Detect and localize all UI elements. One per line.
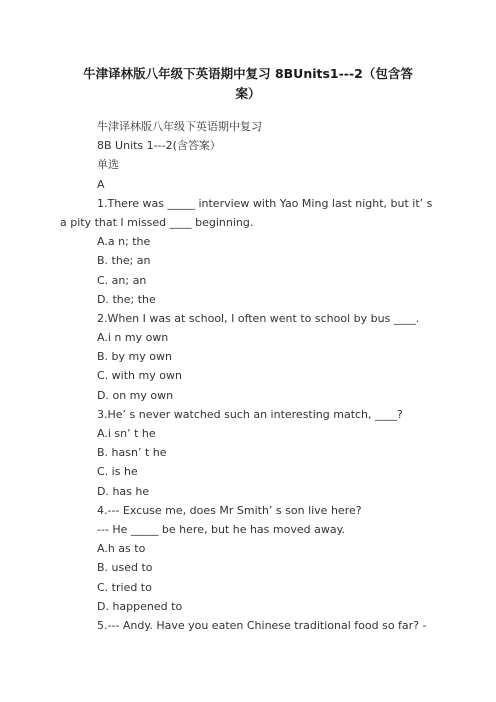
question-4-line-1: 4.--- Excuse me, does Mr Smith’ s son live here? [97,503,362,517]
units-line: 8B Units 1---2(含答案） [97,139,221,153]
option-q1-c: C. an; an [97,273,147,287]
section-heading: 单选 [97,158,119,172]
part-heading: A [97,177,105,191]
question-3: 3.He’ s never watched such an interesting match, ____? [97,407,403,421]
option-q3-b: B. hasn’ t he [97,446,167,460]
document-title [60,64,436,104]
option-q2-c: C. with my own [97,369,182,383]
option-q4-b: B. used to [97,561,153,575]
option-q4-d: D. happened to [97,599,183,613]
question-4-line-2: --- He _____ be here, but he has moved away. [97,522,346,536]
option-q1-a: A.a n; the [97,235,151,249]
option-q4-c: C. tried to [97,580,152,594]
question-2: 2.When I was at school, I often went to school by bus ____. [97,311,420,325]
subtitle-line: 牛津译林版八年级下英语期中复习 [97,120,262,133]
title-line-1: 牛津译林版八年级下英语期中复习 8BUnits1---2（包含答 [83,66,413,81]
question-1-line-1: 1.There was _____ interview with Yao Ming last night, but it’ s [97,196,433,210]
option-q3-c: C. is he [97,465,138,479]
option-q3-d: D. has he [97,484,150,498]
question-1-line-2: a pity that I missed ____ beginning. [60,215,254,229]
document-body [60,117,433,635]
option-q1-b: B. the; an [97,254,151,268]
option-q1-d: D. the; the [97,292,156,306]
question-5-line-1: 5.--- Andy. Have you eaten Chinese traditional food so far? - [97,618,427,632]
title-line-2: 案） [235,86,261,101]
option-q2-b: B. by my own [97,350,172,364]
option-q2-a: A.i n my own [97,331,169,345]
option-q3-a: A.i sn’ t he [97,427,156,440]
option-q4-a: A.h as to [97,542,146,556]
option-q2-d: D. on my own [97,388,174,402]
